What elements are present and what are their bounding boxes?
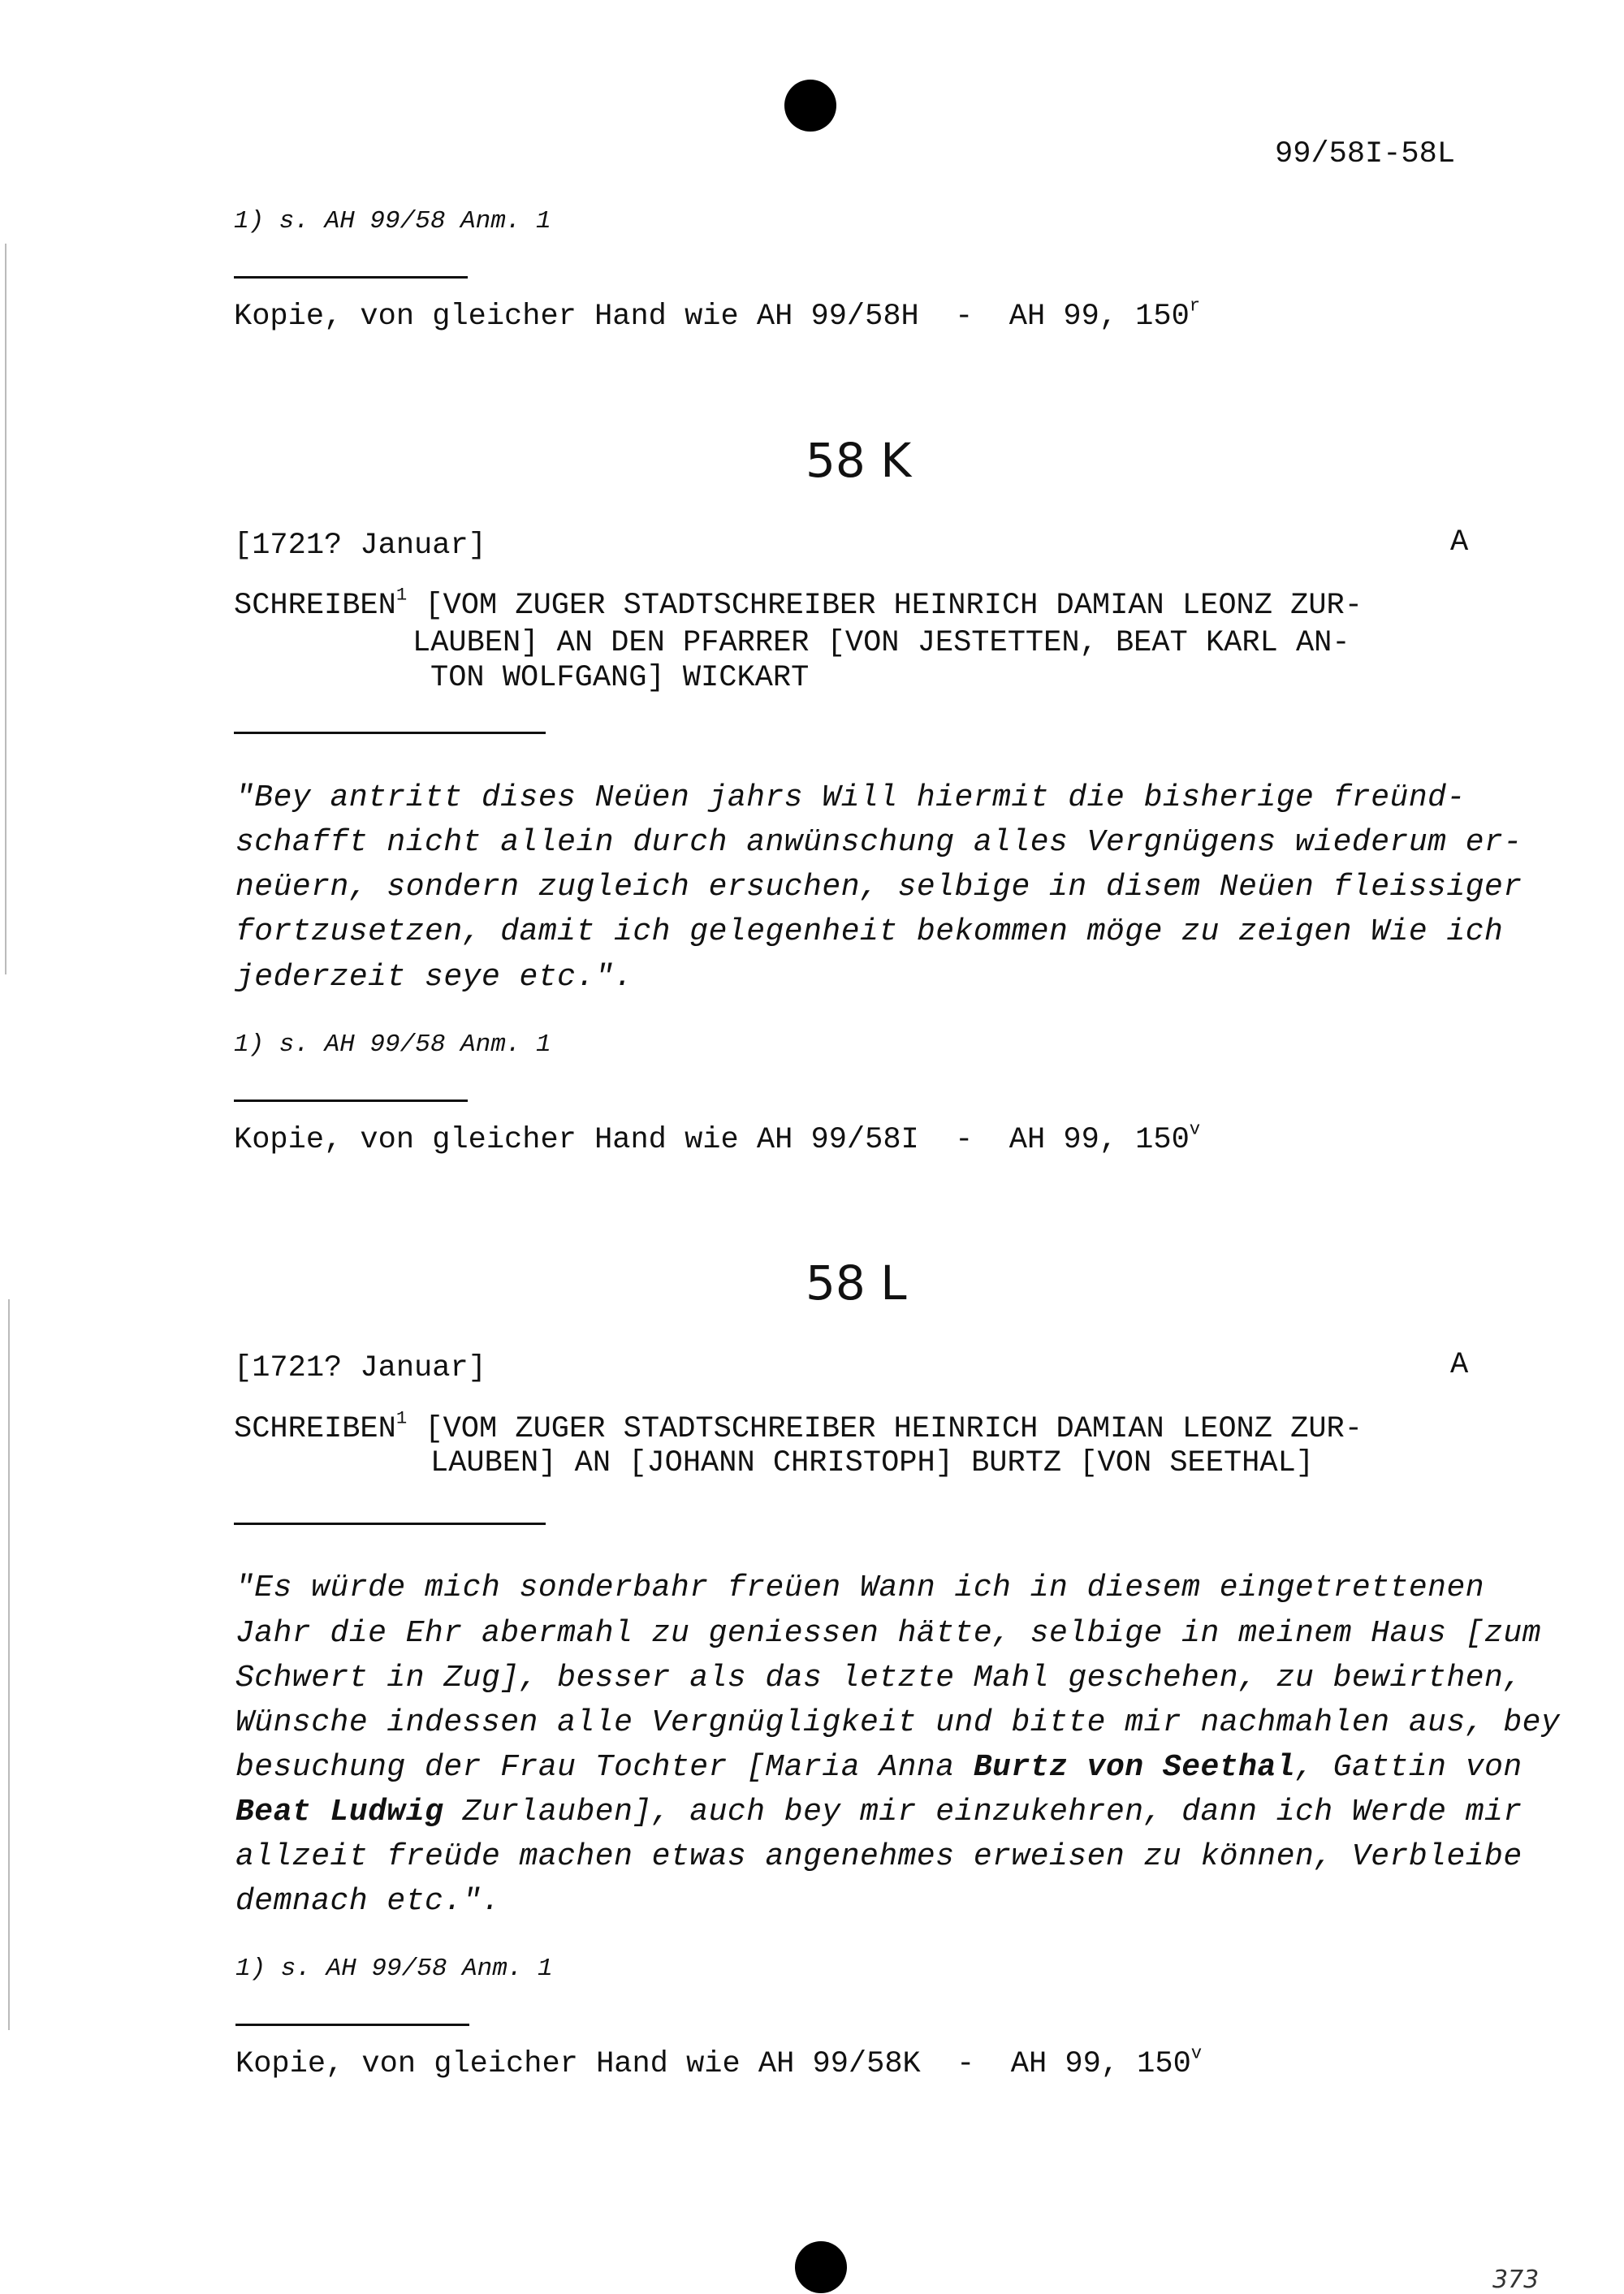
entry-marker: A [1450,1348,1469,1382]
punch-hole-bottom [795,2241,847,2293]
entry-title-line: SCHREIBEN$^1$ [VOM ZUGER STADTSCHREIBER HEINRICH DAMIAN LEONZ ZUR- [234,585,1363,623]
quote-line: jederzeit seye etc.". [235,960,633,995]
punch-hole-top [784,80,836,132]
quote-line: schafft nicht allein durch anwünschung alles Vergnügens wiederum er- [235,825,1522,860]
scan-edge-mark [8,1299,10,2030]
source-line: Kopie, von gleicher Hand wie AH 99/58I - AH 99, 150$^v$ [234,1119,1201,1157]
quote-line: Wünsche indessen alle Vergnügligkeit und bitte mir nachmahlen aus, bey [235,1705,1561,1740]
footnote-rule [234,1099,468,1102]
footnote-rule [235,2024,469,2026]
footnote-rule [234,276,468,279]
footnote: 1) s. AH 99/58 Anm. 1 [235,1955,553,1983]
document-reference: 99/58I-58L [1275,137,1456,171]
scan-edge-mark [5,244,6,974]
entry-number: 58 L [806,1255,907,1311]
entry-date: [1721? Januar] [234,1351,486,1385]
footnote: 1) s. AH 99/58 Anm. 1 [234,207,551,235]
quote-line: "Es würde mich sonderbahr freüen Wann ich in diesem eingetrettenen [235,1570,1485,1605]
quote-line: "Bey antritt dises Neüen jahrs Will hiermit die bisherige freünd- [235,780,1466,815]
entry-title-line: LAUBEN] AN DEN PFARRER [VON JESTETTEN, BEAT KARL AN- [412,626,1350,660]
entry-title-line: TON WOLFGANG] WICKART [430,661,810,695]
page-number: 373 [1492,2266,1540,2294]
quote-line: neüern, sondern zugleich ersuchen, selbige in disem Neüen fleissiger [235,870,1522,905]
footnote: 1) s. AH 99/58 Anm. 1 [234,1030,551,1059]
source-line: Kopie, von gleicher Hand wie AH 99/58K - AH 99, 150$^v$ [235,2043,1203,2081]
quote-line: Jahr die Ehr abermahl zu geniessen hätte, selbige in meinem Haus [zum [235,1616,1541,1651]
quote-line: fortzusetzen, damit ich gelegenheit bekommen möge zu zeigen Wie ich [235,914,1504,949]
entry-title-line: LAUBEN] AN [JOHANN CHRISTOPH] BURTZ [VON SEETHAL] [430,1446,1314,1480]
entry-number: 58 K [806,433,912,488]
quote-line: besuchung der Frau Tochter [Maria Anna Burtz von Seethal, Gattin von [235,1750,1522,1785]
entry-date: [1721? Januar] [234,529,486,563]
source-line: Kopie, von gleicher Hand wie AH 99/58H - AH 99, 150$^r$ [234,296,1201,334]
quote-line: demnach etc.". [235,1884,501,1919]
entry-title-line: SCHREIBEN$^1$ [VOM ZUGER STADTSCHREIBER HEINRICH DAMIAN LEONZ ZUR- [234,1408,1363,1446]
quote-line: Schwert in Zug], besser als das letzte Mahl geschehen, zu bewirthen, [235,1661,1522,1696]
entry-marker: A [1450,525,1469,559]
quote-line: Beat Ludwig Zurlauben], auch bey mir einzukehren, dann ich Werde mir [235,1795,1522,1830]
quote-line: allzeit freüde machen etwas angenehmes erweisen zu können, Verbleibe [235,1839,1522,1874]
section-rule [234,732,546,734]
section-rule [234,1523,546,1525]
